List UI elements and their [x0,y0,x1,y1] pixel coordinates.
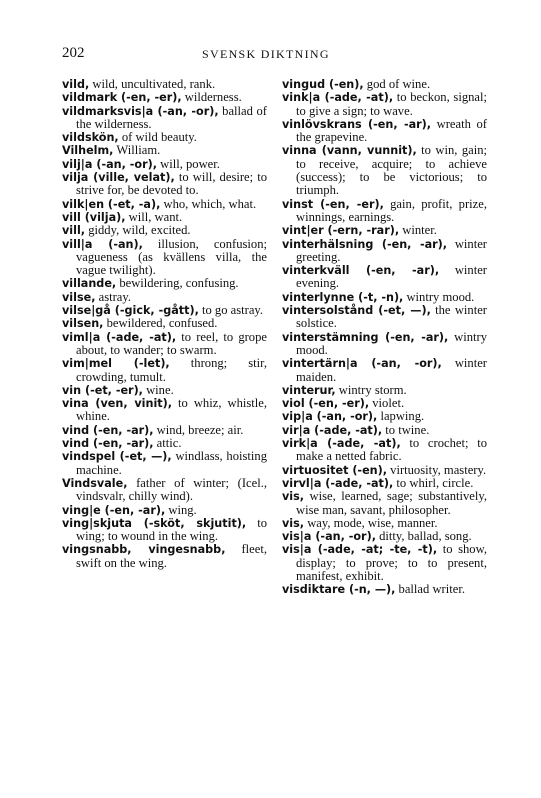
dictionary-entry [62,397,267,424]
dictionary-entry [282,304,487,331]
entry-headword: vill (vilja), [62,210,126,224]
entry-headword: Vilhelm, [62,144,114,158]
entry-headword: Vindsvale, [62,476,128,490]
entry-definition: violet. [369,396,405,411]
entry-definition: ditty, ballad, song. [375,529,472,544]
dictionary-entry [282,291,487,304]
dictionary-entry [282,331,487,358]
entry-headword: vim|mel (-let), [62,357,170,371]
entry-headword: vintertärn|a (-an, -or), [282,357,442,371]
dictionary-entry [62,357,267,384]
entry-definition: of wild beauty. [118,130,197,145]
entry-definition: William. [113,143,161,158]
entry-definition: will, want. [125,209,183,224]
entry-headword: vildskön, [62,131,119,145]
dictionary-entry [282,144,487,197]
page-number: 202 [62,45,85,61]
entry-headword: vint|er (-ern, -rar), [282,224,400,238]
dictionary-entry [62,91,267,104]
entry-headword: vinterlynne (-t, -n), [282,290,404,304]
entry-definition: throng; stir, crowding, tumult. [76,356,267,384]
entry-headword: vilsen, [62,317,104,331]
entry-definition: will, power. [156,156,220,171]
entry-definition: winter maiden. [296,356,487,384]
dictionary-entry [282,384,487,397]
entry-definition: astray. [95,289,132,304]
entry-definition: bewildering, confusing. [116,276,239,291]
dictionary-entry [62,211,267,224]
entry-headword: vilse|gå (-gick, -gått), [62,304,199,318]
entry-headword: vis, [282,516,305,530]
entry-definition: to will, desire; to strive for, be devoted to. [76,170,268,198]
entry-definition: to beckon, signal; to give a sign; to wave. [296,90,488,118]
entry-definition: winter greeting. [296,236,487,264]
entry-headword: vild, [62,78,90,91]
entry-definition: winter. [399,223,437,238]
entry-definition: who, which, what. [160,196,257,211]
dictionary-entry [62,517,267,544]
dictionary-entry [62,105,267,132]
entry-definition: windlass, hoisting machine. [76,449,267,477]
dictionary-entry [62,304,267,317]
entry-definition: wreath of the grapevine. [296,116,487,145]
entry-definition: ballad of the wilderness. [76,103,267,131]
dictionary-entry [282,224,487,237]
entry-headword: vind (-en, -ar), [62,423,154,437]
dictionary-entry [62,477,267,504]
dictionary-entry [62,317,267,330]
dictionary-entry [282,198,487,225]
dictionary-entry [62,144,267,157]
dictionary-entry [282,118,487,145]
dictionary-entry [62,504,267,517]
entry-headword: vir|a (-ade, -at), [282,423,383,437]
dictionary-entry [62,384,267,397]
dictionary-entry [62,291,267,304]
dictionary-entry [282,517,487,530]
entry-definition: wine. [142,382,174,397]
dictionary-entry [282,357,487,384]
dictionary-entry [62,131,267,144]
entry-definition: father of winter; (Icel., vindsvalr, chilly wind). [76,475,267,504]
dictionary-entry [282,78,487,91]
entry-headword: vip|a (-an, -or), [282,410,378,424]
entry-headword: vildmark (-en, -er), [62,91,182,105]
entry-headword: vinterstämning (-en, -ar), [282,330,449,344]
dictionary-entry [62,78,267,91]
entry-headword: vin (-et, -er), [62,383,143,397]
entry-headword: virtuositet (-en), [282,463,387,477]
entry-definition: bewildered, confused. [103,316,218,331]
dictionary-entry [62,238,267,278]
entry-definition: god of wine. [363,77,431,91]
entry-definition: wind, breeze; air. [153,422,244,437]
entry-headword: vill|a (-an), [62,237,143,251]
dictionary-entry [282,424,487,437]
entry-definition: wintry mood. [296,329,487,357]
dictionary-entry [282,477,487,490]
dictionary-entry [282,437,487,464]
entry-definition: wild, uncultivated, rank. [89,77,216,91]
left-column [62,78,267,570]
dictionary-entry [282,490,487,517]
dictionary-entry [282,238,487,265]
dictionary-entry [62,224,267,237]
dictionary-entry [62,543,267,570]
dictionary-entry [62,450,267,477]
entry-headword: ving|e (-en, -ar), [62,503,166,517]
running-head: SVENSK DIKTNING [202,47,330,61]
entry-definition: wise, learned, sage; substantively, wise man, savant, philosopher. [296,489,487,517]
entry-headword: vill, [62,224,86,238]
entry-headword: virvl|a (-ade, -at), [282,476,394,490]
dictionary-entry [282,397,487,410]
entry-definition: fleet, swift on the wing. [76,542,268,570]
entry-definition: wintry mood. [403,289,475,304]
entry-definition: to whiz, whistle, whine. [76,396,268,424]
entry-headword: vingsnabb, vingesnabb, [62,543,226,557]
entry-headword: vinterkväll (-en, -ar), [282,264,440,278]
entry-definition: wilderness. [181,90,242,105]
entry-headword: ving|skjuta (-sköt, skjutit), [62,516,247,530]
entry-definition: to wing; to wound in the wing. [76,515,267,544]
entry-headword: vind (-en, -ar), [62,437,154,451]
entry-headword: visdiktare (-n, —), [282,583,396,597]
dictionary-entry [282,583,487,596]
entry-headword: vis, [282,490,305,504]
entry-headword: vintersolstånd (-et, —), [282,304,431,318]
dictionary-entry [282,464,487,477]
dictionary-entry [282,264,487,291]
entry-definition: gain, profit, prize, winnings, earnings. [296,196,487,224]
dictionary-entry [62,437,267,450]
entry-headword: vilse, [62,290,96,304]
entry-headword: virk|a (-ade, -at), [282,437,401,451]
dictionary-entry [282,410,487,423]
dictionary-entry [62,424,267,437]
entry-definition: to reel, to grope about, to wander; to swarm. [76,329,267,357]
entry-definition: way, mode, wise, manner. [304,515,438,530]
dictionary-entry [62,277,267,290]
entry-headword: vinst (-en, -er), [282,197,384,211]
entry-headword: vilj|a (-an, -or), [62,157,157,171]
entry-definition: wing. [165,502,197,517]
dictionary-entry [282,543,487,583]
entry-headword: vinterur, [282,383,336,397]
entry-headword: viml|a (-ade, -at), [62,330,177,344]
dictionary-entry [62,171,267,198]
entry-headword: vindspel (-et, —), [62,450,172,464]
entry-definition: lapwing. [377,409,425,424]
entry-headword: viol (-en, -er), [282,397,370,411]
entry-definition: ballad writer. [395,582,465,597]
entry-definition: virtuosity, mastery. [387,462,487,477]
entry-headword: vink|a (-ade, -at), [282,91,394,105]
entry-headword: vildmarksvis|a (-an, -or), [62,104,219,118]
page-header [62,45,492,65]
dictionary-entry [62,331,267,358]
dictionary-entry [282,91,487,118]
entry-definition: to show, display; to prove; to to present, manifest, exhibit. [296,542,487,583]
dictionary-entry [62,198,267,211]
entry-headword: vinna (vann, vunnit), [282,144,417,158]
entry-definition: attic. [153,436,182,451]
entry-headword: vingud (-en), [282,78,364,91]
right-column [282,78,487,597]
entry-definition: the winter solstice. [296,303,487,331]
entry-headword: vina (ven, vinit), [62,397,173,411]
entry-headword: vis|a (-ade, -at; -te, -t), [282,543,438,557]
dictionary-entry [62,158,267,171]
entry-headword: vinterhälsning (-en, -ar), [282,237,448,251]
entry-definition: winter evening. [296,263,487,291]
entry-definition: to whirl, circle. [393,475,474,490]
entry-headword: vis|a (-an, -or), [282,530,376,544]
entry-definition: illusion, confusion; vagueness (as kvällens villa, the vague twilight). [76,236,267,278]
entry-definition: to go astray. [198,303,264,318]
dictionary-entry [282,530,487,543]
entry-headword: villande, [62,277,117,291]
entry-definition: giddy, wild, excited. [85,223,191,238]
entry-headword: vilja (ville, velat), [62,171,175,185]
entry-definition: to win, gain; to receive, acquire; to achieve (success); to be victorious; to triumph. [296,143,488,198]
entry-headword: vinlövskrans (-en, -ar), [282,117,432,131]
entry-definition: to crochet; to make a netted fabric. [296,436,487,464]
entry-definition: to twine. [382,422,430,437]
entry-definition: wintry storm. [335,382,407,397]
entry-headword: vilk|en (-et, -a), [62,197,161,211]
